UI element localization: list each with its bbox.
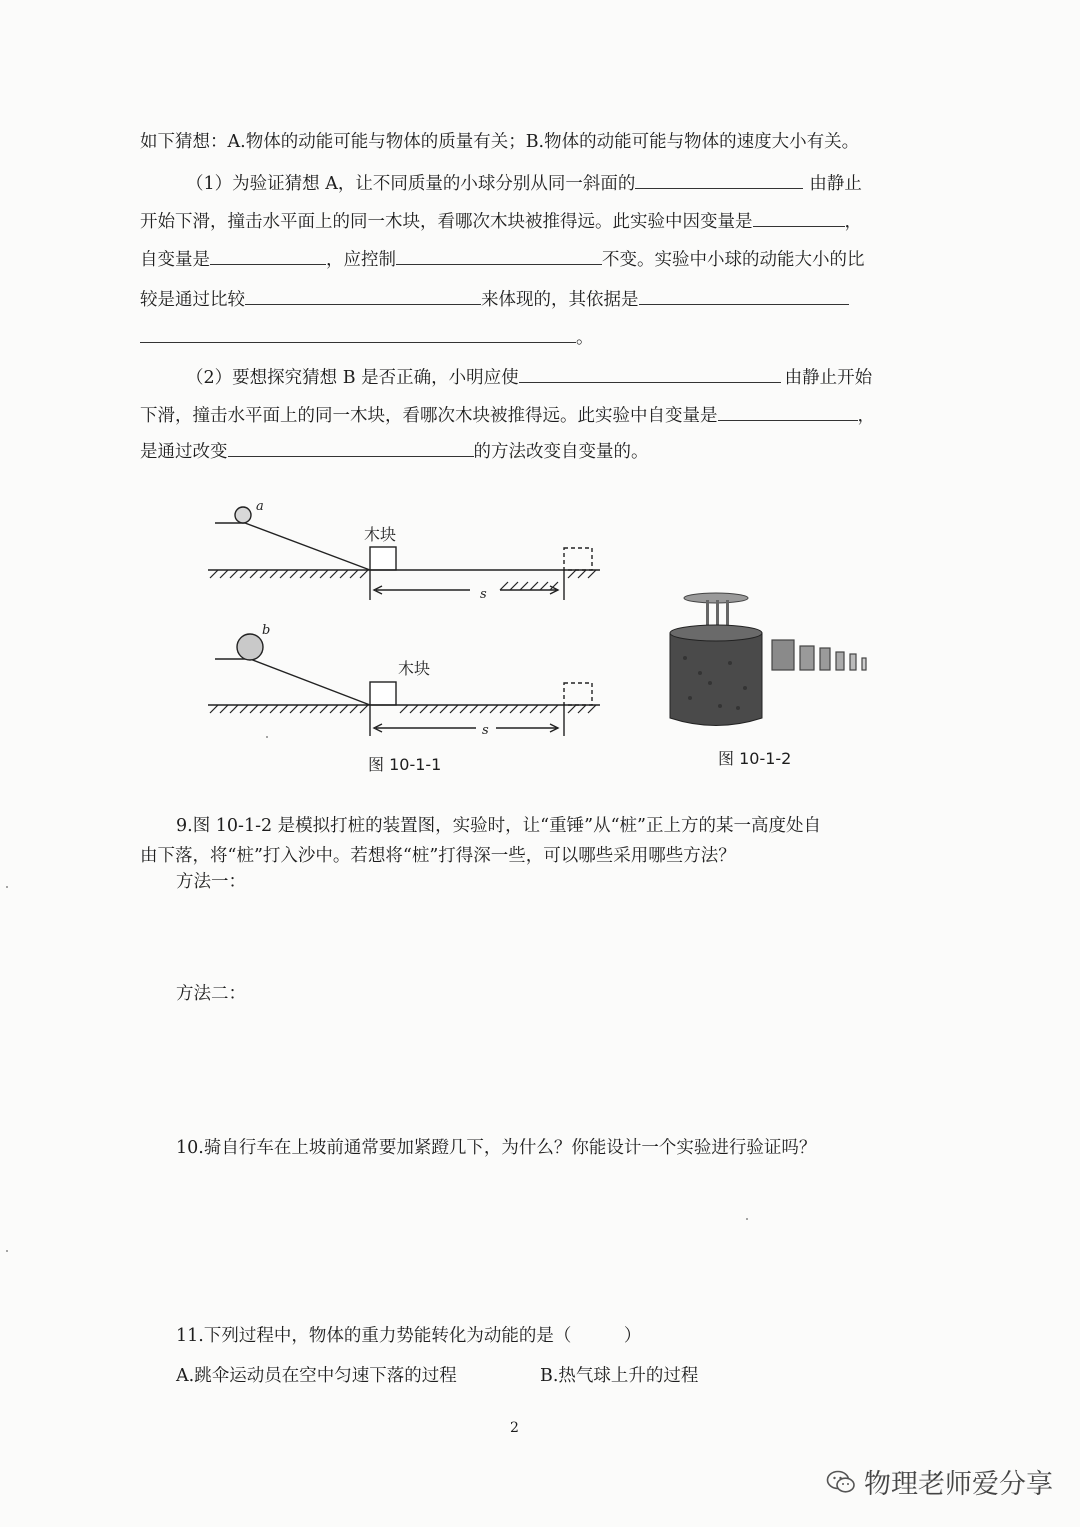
q10-text: 10.骑自行车在上坡前通常要加紧蹬几下，为什么？你能设计一个实验进行验证吗？ bbox=[176, 1138, 817, 1158]
q8-1-line3: 自变量是 ，应控制 不变。实验中小球的动能大小的比 bbox=[140, 246, 865, 272]
distance-label-a: s bbox=[480, 587, 487, 602]
q9-method1: 方法一： bbox=[176, 872, 246, 892]
sand-container bbox=[670, 633, 762, 726]
scan-speck bbox=[266, 736, 268, 738]
answer-blank[interactable] bbox=[140, 324, 576, 343]
incline-diagram-b bbox=[208, 634, 600, 736]
block-label-b: 木块 bbox=[398, 659, 431, 678]
figure-10-1-1 bbox=[200, 492, 620, 762]
ball-b bbox=[237, 634, 263, 660]
scan-speck bbox=[6, 886, 8, 888]
q11-stem: 11.下列过程中，物体的重力势能转化为动能的是（ ） bbox=[176, 1326, 642, 1346]
wechat-icon bbox=[826, 1469, 856, 1495]
q9-line1: 9.图 10-1-2 是模拟打桩的装置图，实验时，让“重锤”从“桩”正上方的某一高度处自 bbox=[176, 816, 821, 836]
answer-blank[interactable] bbox=[228, 438, 474, 457]
incline-diagram-a bbox=[208, 507, 600, 600]
q8-1-line1: （1）为验证猜想 A，让不同质量的小球分别从同一斜面的 由静止 bbox=[186, 170, 862, 196]
q8-1-line2: 开始下滑，撞击水平面上的同一木块，看哪次木块被推得远。此实验中因变量是 ， bbox=[140, 208, 862, 234]
answer-blank[interactable] bbox=[639, 286, 849, 305]
q8-1-line5: 。 bbox=[140, 324, 594, 350]
figure-10-1-2-caption: 图 10-1-2 bbox=[718, 749, 792, 768]
ball-b-label: b bbox=[262, 623, 271, 638]
q8-1-line4: 较是通过比较 来体现的，其依据是 bbox=[140, 286, 849, 312]
q8-2-line1: （2）要想探究猜想 B 是否正确，小明应使 由静止开始 bbox=[186, 364, 872, 390]
watermark bbox=[826, 1462, 1053, 1501]
answer-blank[interactable] bbox=[245, 286, 481, 305]
figure-10-1-1-caption: 图 10-1-1 bbox=[368, 755, 442, 774]
distance-label-b: s bbox=[482, 723, 489, 738]
page-number: 2 bbox=[510, 1420, 519, 1436]
wood-block-a-moved bbox=[564, 548, 592, 570]
q8-2-line3: 是通过改变 的方法改变自变量的。 bbox=[140, 438, 649, 464]
answer-blank[interactable] bbox=[519, 364, 781, 383]
wood-block-b-moved bbox=[564, 683, 592, 705]
q11-option-a: A.跳伞运动员在空中匀速下落的过程 bbox=[176, 1366, 457, 1386]
wood-block-b bbox=[370, 682, 396, 705]
watermark-text: 物理老师爱分享 bbox=[864, 1469, 1053, 1500]
scan-speck bbox=[746, 1218, 748, 1220]
block-label-a: 木块 bbox=[364, 525, 397, 544]
answer-blank[interactable] bbox=[635, 170, 803, 189]
ball-a bbox=[235, 507, 251, 523]
q9-method2: 方法二： bbox=[176, 984, 246, 1004]
answer-blank[interactable] bbox=[210, 246, 326, 265]
ball-a-label: a bbox=[256, 499, 264, 514]
q9-line2: 由下落，将“桩”打入沙中。若想将“桩”打得深一些，可以哪些采用哪些方法？ bbox=[140, 846, 736, 866]
figure-10-1-2 bbox=[660, 588, 890, 738]
wood-block-a bbox=[370, 547, 396, 570]
scan-speck bbox=[6, 1250, 8, 1252]
intro-text: 如下猜想：A.物体的动能可能与物体的质量有关；B.物体的动能可能与物体的速度大小有关。 bbox=[140, 132, 860, 152]
answer-blank[interactable] bbox=[396, 246, 602, 265]
q11-option-b: B.热气球上升的过程 bbox=[540, 1366, 699, 1386]
answer-blank[interactable] bbox=[753, 208, 845, 227]
q8-2-line2: 下滑，撞击水平面上的同一木块，看哪次木块被推得远。此实验中自变量是 ， bbox=[140, 402, 875, 428]
pile-sequence bbox=[772, 640, 866, 670]
answer-blank[interactable] bbox=[718, 402, 858, 421]
